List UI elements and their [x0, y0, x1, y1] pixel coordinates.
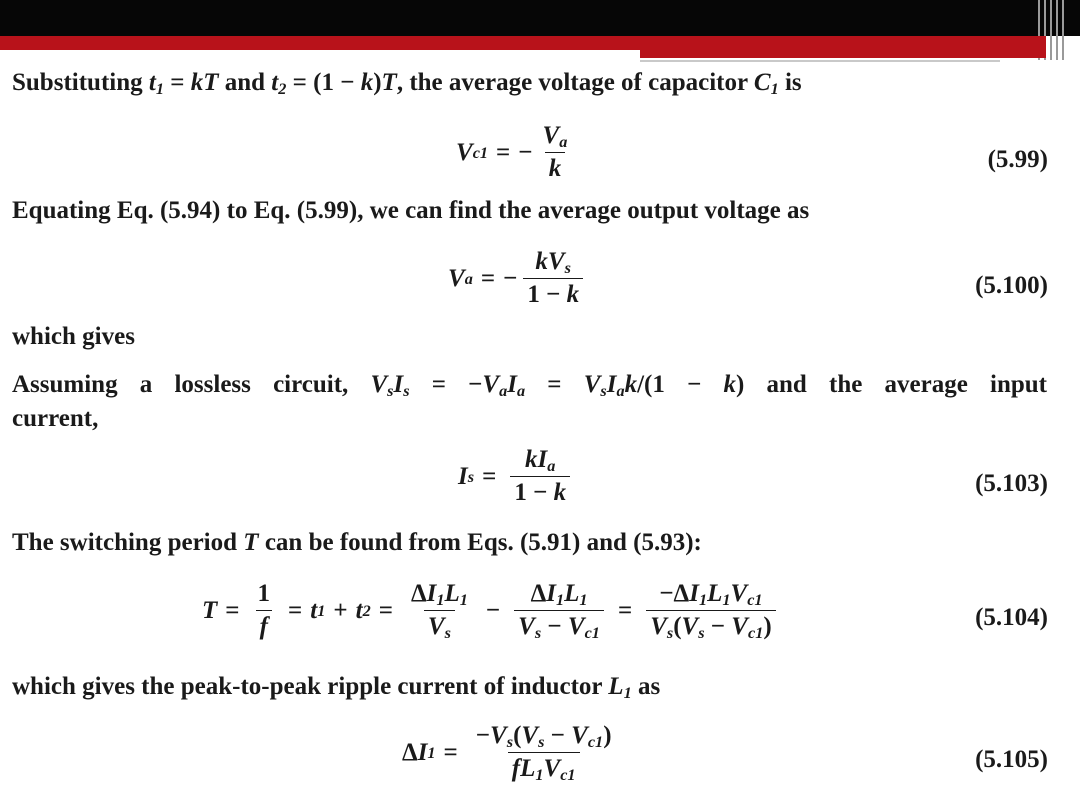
slide-red-band-right: [640, 50, 1046, 58]
equation-5-103: I s = $\frac{kI_a}{1 - k}$: [458, 446, 576, 507]
paragraph-ripple-current: which gives the peak-to-peak ripple current of inductor $L_1$ as: [12, 673, 661, 703]
equation-label-5-103: (5.103): [975, 470, 1048, 497]
paragraph-equating: Equating Eq. (5.94) to Eq. (5.99), we can find the average output voltage as: [12, 197, 810, 224]
equation-5-105: Δ I 1 = $\frac{-V_s(V_s - V_{c1})}{fL_1V_{c1}}$: [402, 722, 612, 785]
paragraph-substituting: Substituting $t_1$ = kT and $t_2 = (1 - k)T$, the average voltage of capacitor $C_1$ is: [12, 69, 802, 99]
equation-5-99: V c1 = − $\frac{V_a}{k}$: [456, 122, 568, 182]
equation-label-5-99: (5.99): [987, 146, 1048, 173]
slide-top-bar: [0, 0, 1080, 36]
paragraph-switching-period: The switching period T can be found from Eqs. (5.91) and (5.93):: [12, 529, 702, 556]
equation-label-5-105: (5.105): [975, 746, 1048, 773]
paragraph-current: current,: [12, 405, 99, 432]
paragraph-which-gives: which gives: [12, 323, 135, 350]
paragraph-assuming: Assuming a lossless circuit, $V_sI_s = -V_aI_a = V_sI_ak/(1 - k)$ and the average input: [12, 371, 1048, 401]
equation-label-5-104: (5.104): [975, 604, 1048, 631]
slide-red-band: [0, 36, 1046, 50]
equation-5-100: V a = − $\frac{kV_s}{1 - k}$: [448, 248, 589, 309]
equation-5-104: T = $\frac{1}{f}$ = t 1 + t 2 = $\frac{\Delta I_1L_1}{V_s}$ − $\frac{\Delta I_1L_1}{V_s - V_{c1}}$ = $\frac{-\Delta I_1L_1V_{c1}}{V_s(V_s - V_{c1})}$: [202, 580, 782, 641]
slide-divider: [640, 60, 1000, 62]
equation-label-5-100: (5.100): [975, 272, 1048, 299]
